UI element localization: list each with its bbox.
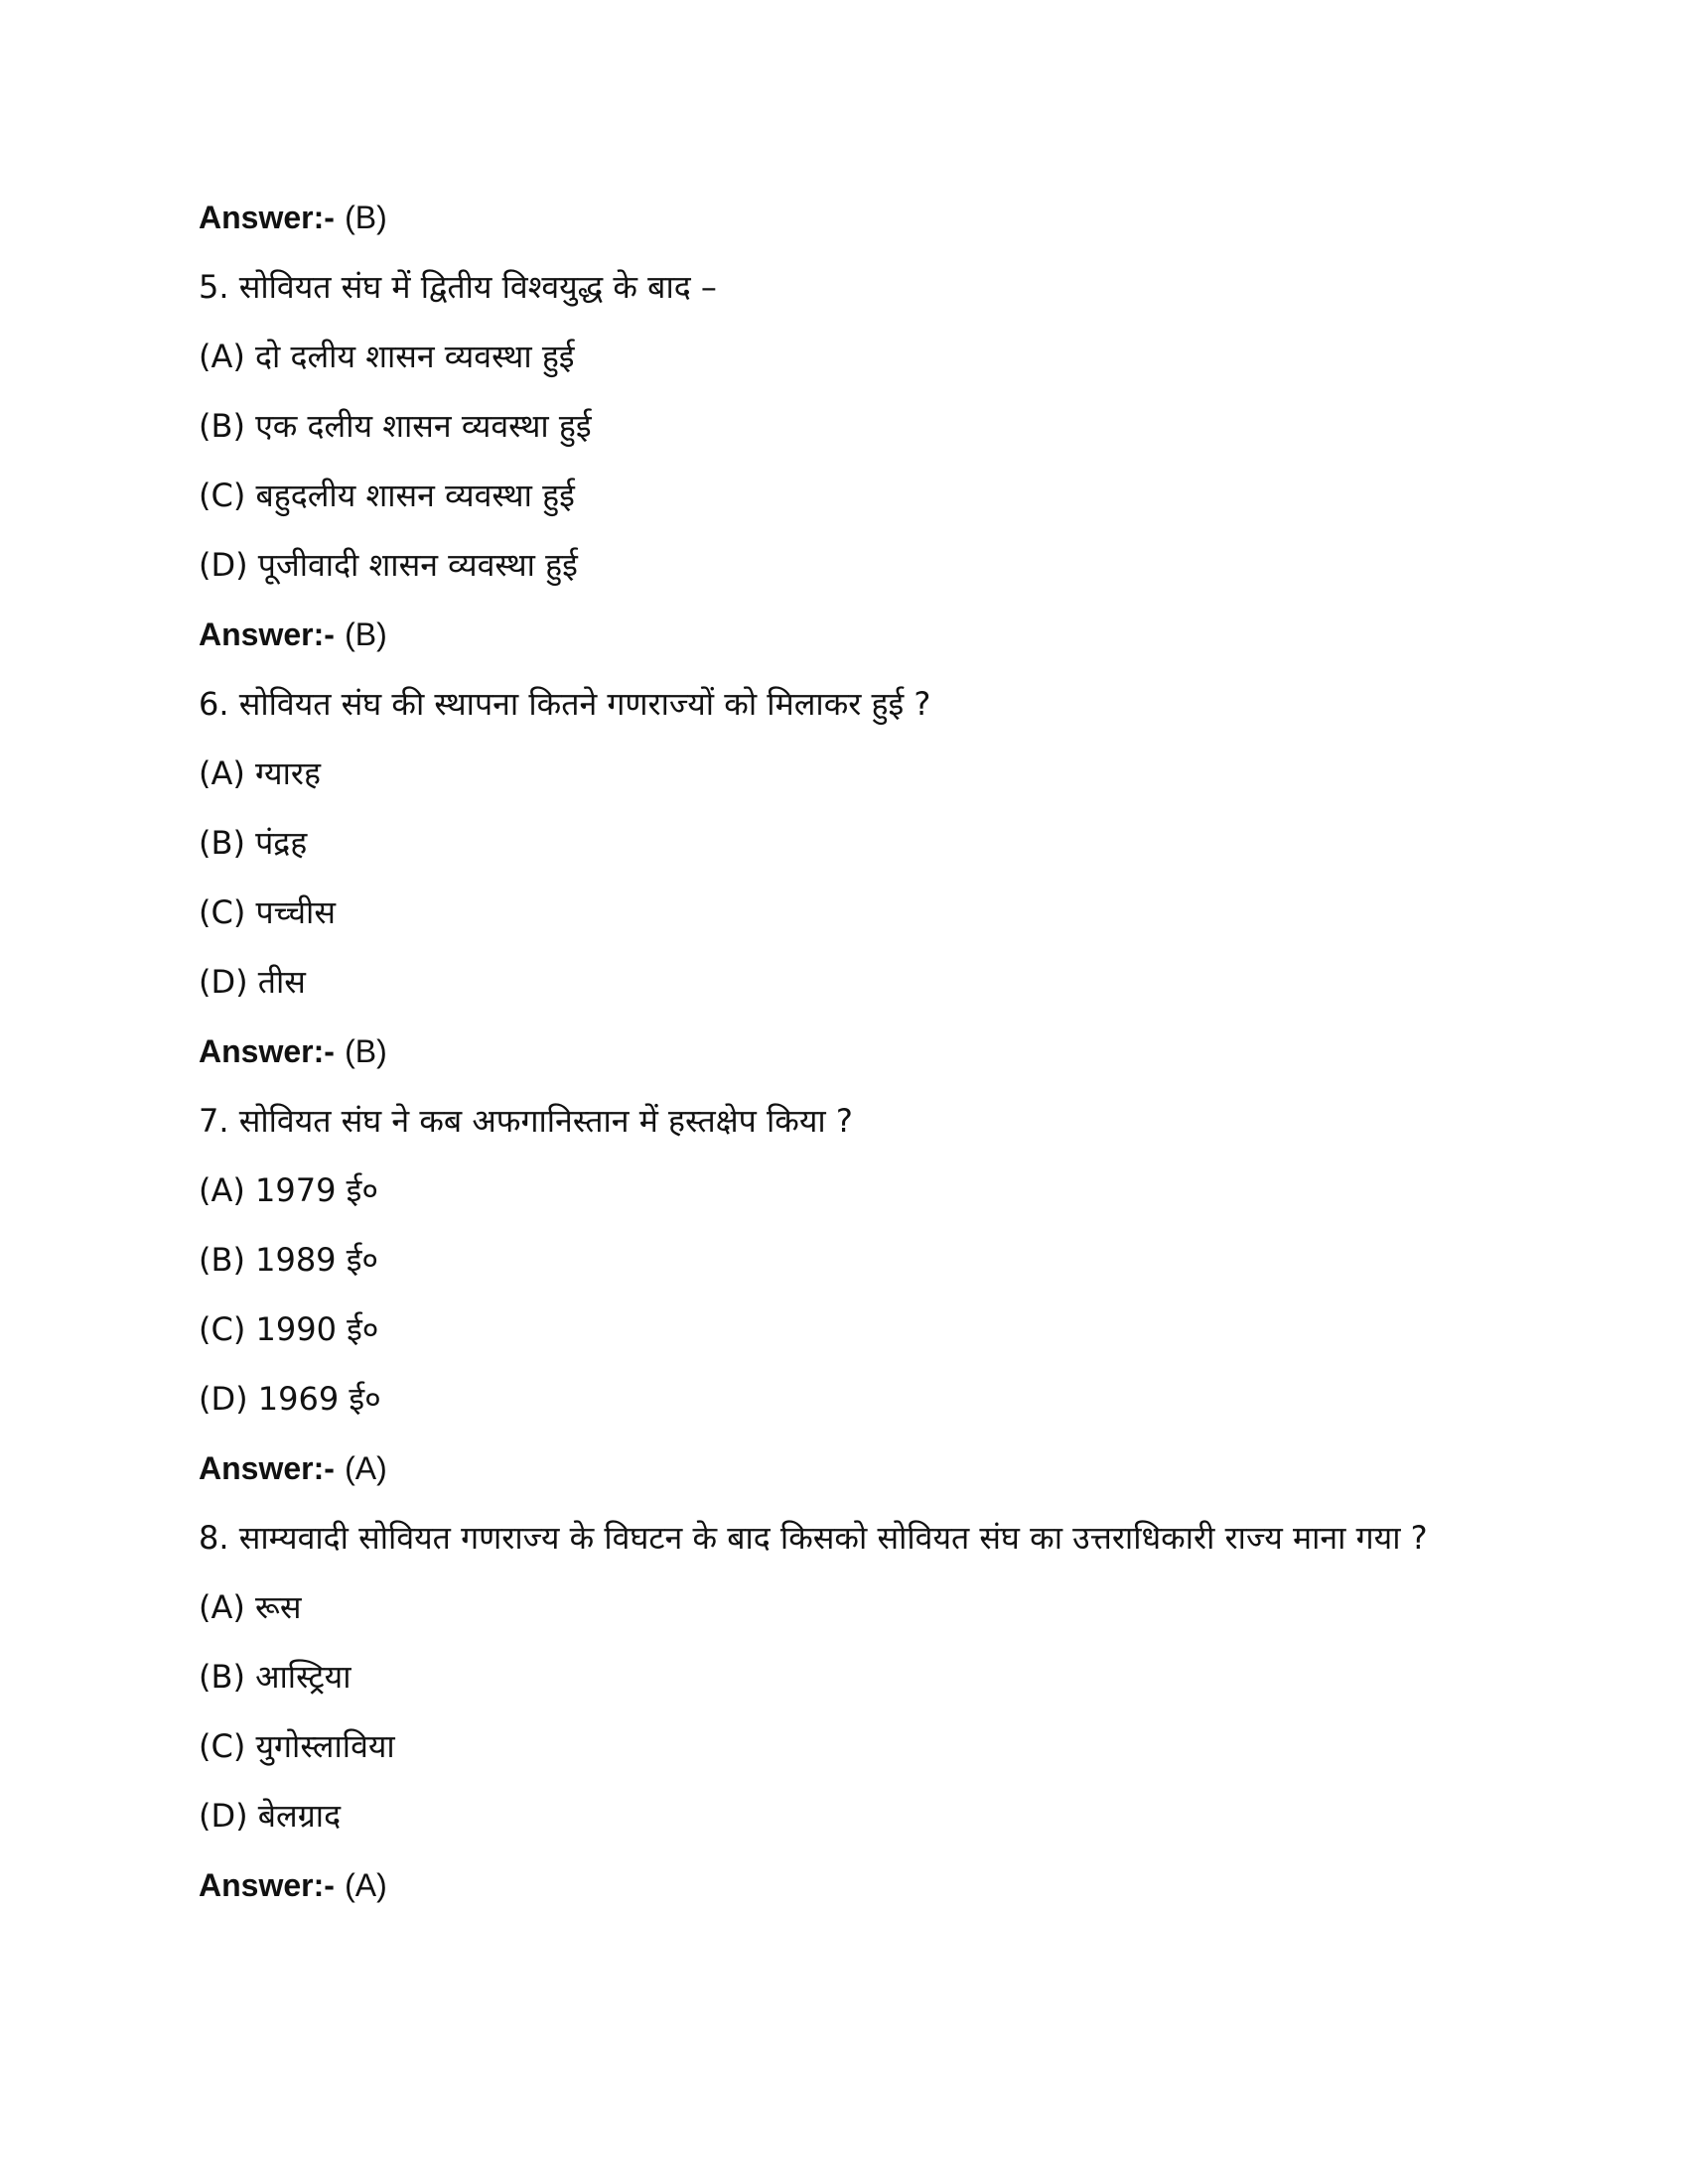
option-a: (A) दो दलीय शासन व्यवस्था हुई xyxy=(199,338,575,375)
answer-value: (B) xyxy=(345,1033,387,1069)
option-b: (B) 1989 ई० xyxy=(199,1241,379,1279)
document-page xyxy=(199,195,1489,1932)
option-b: (B) एक दलीय शासन व्यवस्था हुई xyxy=(199,407,592,445)
option-d: (D) तीस xyxy=(199,963,306,1001)
question-text: 6. सोवियत संघ की स्थापना कितने गणराज्यों को मिलाकर हुई ? xyxy=(199,685,931,723)
option-b: (B) आस्ट्रिया xyxy=(199,1658,352,1696)
option-d: (D) पूजीवादी शासन व्यवस्था हुई xyxy=(199,546,578,584)
question-block xyxy=(199,1098,1489,1491)
option-c: (C) बहुदलीय शासन व्यवस्था हुई xyxy=(199,477,575,514)
answer-label: Answer:- xyxy=(199,200,335,235)
option-a: (A) रूस xyxy=(199,1588,302,1626)
answer-value: (A) xyxy=(345,1450,387,1486)
option-d: (D) बेलग्राद xyxy=(199,1797,342,1835)
answer-label: Answer:- xyxy=(199,616,335,652)
answer-label: Answer:- xyxy=(199,1033,335,1069)
question-block xyxy=(199,681,1489,1074)
answer-value: (A) xyxy=(345,1867,387,1903)
answer-line xyxy=(199,1862,1489,1908)
question-text: 7. सोवियत संघ ने कब अफगानिस्तान में हस्तक्षेप किया ? xyxy=(199,1102,853,1140)
answer-label: Answer:- xyxy=(199,1450,335,1486)
answer-line xyxy=(199,195,1489,240)
answer-value: (B) xyxy=(345,200,387,235)
question-text: 8. साम्यवादी सोवियत गणराज्य के विघटन के बाद किसको सोवियत संघ का उत्तराधिकारी राज्य माना गया ? xyxy=(199,1519,1428,1557)
option-b: (B) पंद्रह xyxy=(199,824,308,862)
option-a: (A) 1979 ई० xyxy=(199,1171,378,1209)
answer-value: (B) xyxy=(345,616,387,652)
option-a: (A) ग्यारह xyxy=(199,754,321,792)
answer-line xyxy=(199,612,1489,657)
answer-label: Answer:- xyxy=(199,1867,335,1903)
option-c: (C) युगोस्लाविया xyxy=(199,1727,395,1765)
answer-line xyxy=(199,1445,1489,1491)
option-d: (D) 1969 ई० xyxy=(199,1380,381,1418)
question-text: 5. सोवियत संघ में द्वितीय विश्वयुद्ध के बाद – xyxy=(199,268,717,306)
option-c: (C) पच्चीस xyxy=(199,893,336,931)
question-block xyxy=(199,264,1489,657)
answer-line xyxy=(199,1028,1489,1074)
option-c: (C) 1990 ई० xyxy=(199,1310,379,1348)
question-block xyxy=(199,1515,1489,1908)
